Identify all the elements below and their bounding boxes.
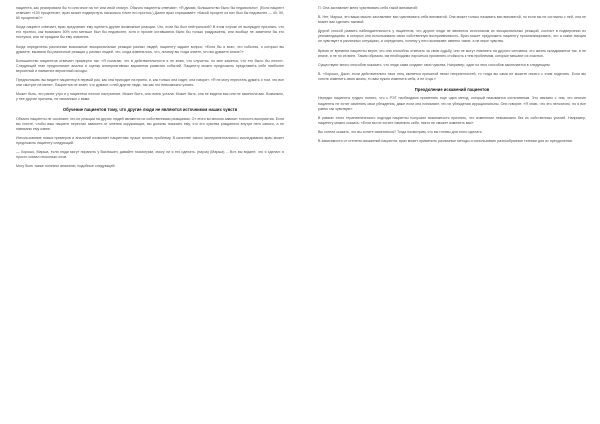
- paragraph: П. Она заставляет меня чувствовать себя такой виноватой!: [318, 6, 418, 10]
- left-column: [16, 6, 284, 174]
- paragraph: В рамках этого терапевтического подхода пациенты получают возможность признать, что изменение невозможно без их собственных усилий. Например, пациенту можно сказать: «Если вы не хотите изменить себя, никто не сможет изменить вас».: [318, 115, 586, 125]
- paragraph: — Хорошо, Марша, если люди могут поранить у Васнишен, давайте посмотрим, смогу ли я это сделать. (пауза) (Марша) ... Вот, вы видите, что я сделал: я просто сказал несколько слов.: [16, 150, 284, 160]
- paragraph: Использование новых примеров и аналогий позволяет пациентам лучше понять проблему. В качестве такого экспериментального исследования врач может предложить пациенту следующий:: [16, 136, 284, 146]
- right-column: [318, 6, 586, 148]
- paragraph: В. «Хорошо, Джон, если действительно твоя отец является причиной твоих неприятностей, то тогда вы сами не можете ничего с этим поделать. Если вы хотите изменить свою жизнь, то вам нужно изменить себя, а не отца.»: [318, 71, 586, 81]
- paragraph: Большинство пациентов отвечает примерно так: «Я полагаю, что в действительности я не знаю, что случится, но мне кажется, что это было бы плохо». Следующий этап предполагает анализ и оценку альтернативных вариантов развития событий. Пациенту можно предложить представить себе наиболее вероятный и наименее вероятный исходы.: [16, 58, 284, 73]
- paragraph: Обычно пациенты не осознают, что их реакции на других людей являются их собственными реакциями. От этого во многом зависит точность восприятия. Если вы хотите, чтобы ваш пациент перестал зависеть от мнения окружающих, вы должны показать ему, что его чувства рождаются внутри него самого, а не навязаны ему извне.: [16, 116, 284, 131]
- paragraph: Вы хотели сказать, что вы хотите измениться? Тогда посмотрим, что вы готовы для этого сделать.: [318, 129, 483, 134]
- paragraph: Когда пациент отвечает, врач предлагает ему оценить другие возможные реакции. Что, если бы был нейтральной? В этом случае он вынужден признать, что его прогноз, как возможно 50% или меньше был бы недоволен, хотя и прочие оставшиеся были бы только раздражены, или вообще не заметили бы его поступка, или не придали бы ему значения.: [16, 25, 284, 40]
- paragraph: Время от времени пациенты верят, что они способны отвечать за свою судьбу, они не могут повлиять на другого человека, что жизнь складывается так, а не иначе, и не по их вине. Таким образом, им необходимо научиться проявлять стойкость к тем проблемам, которые мешают их счастью.: [318, 48, 586, 58]
- paragraph: Нередко пациенты трудно понять, что к РЭТ необходимо применять еще один метод, который называется когнитивным. Это связано с тем, что многие пациенты не хотят изменять свои убеждения, даже если они понимают, что их убеждения иррациональны. Они говорят: «Я знаю, что это нелогично, но я все равно так чувствую».: [318, 96, 586, 111]
- paragraph: Другой способ развить наблюдательность у пациентов, что другие люди не являются источником их эмоциональных реакций, состоит в подвергании их рекомендациям, в которых они использовали свою собственную восприимчивость. Врач может предложить пациенту проанализировать, что и какие эмоции он чувствует в различных ситуациях, и определить, почему у него возникают именно такие, а не иные чувства.: [318, 29, 586, 44]
- paragraph: пациента, как реагировали бы то или иное на тот или иной стимул. Обычно пациенты отвечают: «Я думаю, большинство было бы недовольно». (Если пациент отвечает «100 процентов», врач может подвергнуть насколько точен его прогноз.) Далее врач спрашивает: «Какой процент из них был бы недоволен — 40, 50, 60 процентов?»: [16, 6, 284, 21]
- section-heading: Преодоление искажений пациентов: [414, 87, 490, 93]
- paragraph: Может быть, это ранее утро и у пациентки плохое настроение. Может быть, она очень устала. Может быть, она не видела вас или не заметила вас. Возможно, у нее другие причины, не связанные с вами.: [16, 92, 284, 102]
- paragraph: В. Нет, Марша, это ваши мысли заставляют вас чувствовать себя виноватой. Она может только называть вас виноватой, но если вы не согласны с ней, она не может вас сделать таковой.: [318, 15, 586, 25]
- paragraph: Когда определены различные возможные эмоциональные реакции разных людей, пациенту задают вопрос: «Если бы я знал, что события, о которых вы думаете, вызвали бы различные реакции у разных людей, что, когда изменилось, что, почему вы тогда знаете, что вы думаете иначе?»: [16, 44, 284, 54]
- paragraph: Могу быть также полезны аналогии, подобные следующей:: [16, 164, 116, 169]
- paragraph: Предположим, вы видите пациентку в первый раз, как она приходит на прием, и, как только она сядет, она говорит: «Я не могу перестать думать о том, что все они смотрят на меня». Пациентка не знает, что думают о ней другие люди, так как это невозможно узнать.: [16, 78, 284, 88]
- paragraph: В зависимости от степени искажений пациента, врач может применить различные методы и использовать разнообразные техники для их преодоления.: [318, 139, 573, 143]
- section-heading: Обучение пациентов тому, что другие люди не являются источником наших чувств: [62, 107, 238, 113]
- paragraph: Существуют много способов показать, что люди сами создают свои чувства. Например, один из этих способов заключается в следующем:: [318, 62, 551, 67]
